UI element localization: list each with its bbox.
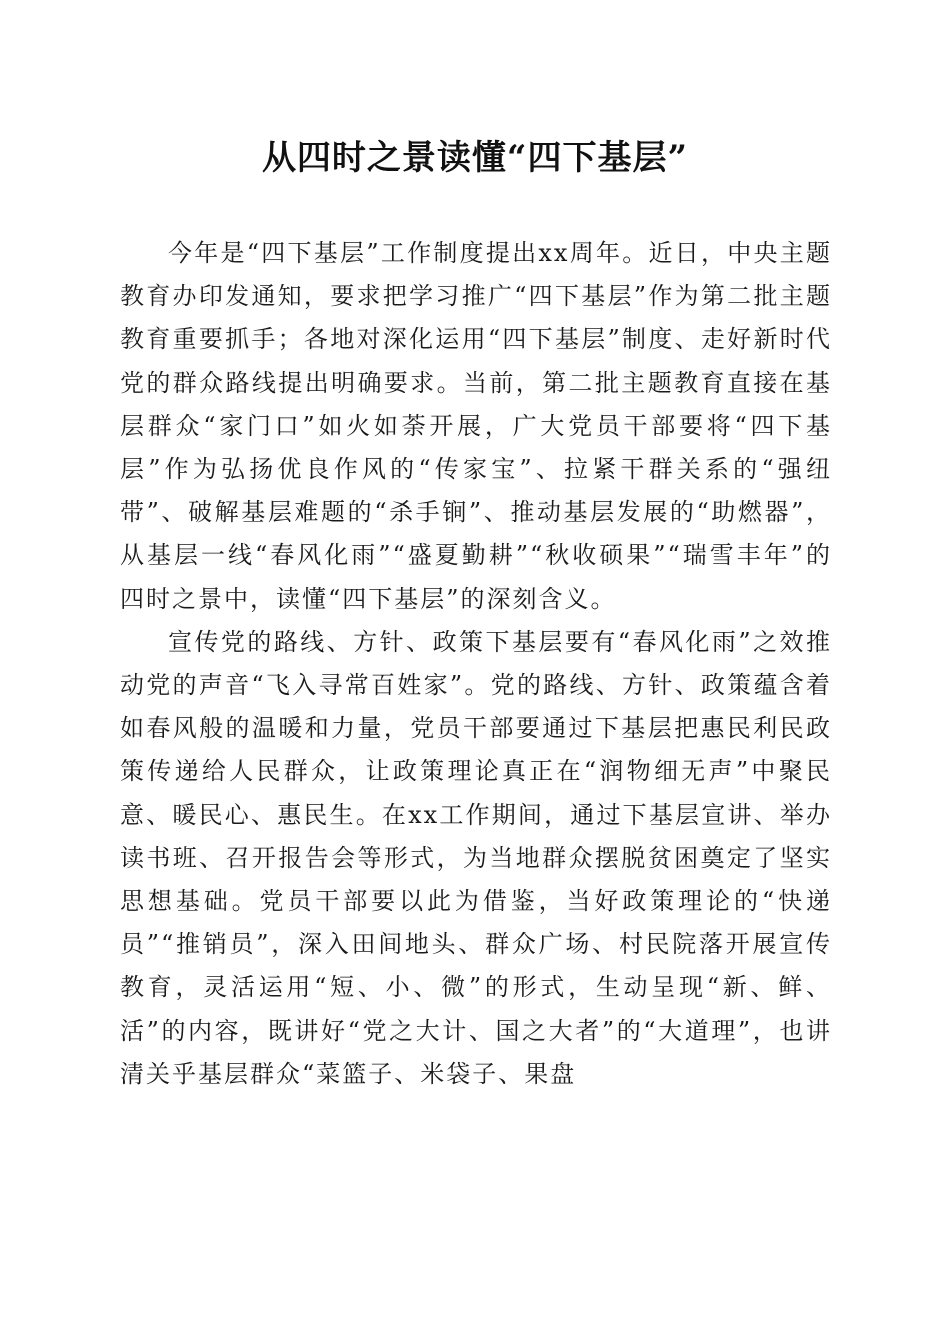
document-title: 从四时之景读懂“四下基层”: [261, 138, 689, 178]
paragraph-1: 今年是“四下基层”工作制度提出xx周年。近日，中央主题教育办印发通知，要求把学习推广“四下基层”作为第二批主题教育重要抓手；各地对深化运用“四下基层”制度、走好新时代党的群众路线提出明确要求。当前，第二批主题教育直接在基层群众“家门口”如火如荼开展，广大党员干部要将“四下基层”作为弘扬优良作风的“传家宝”、拉紧干群关系的“强纽带”、破解基层难题的“杀手锏”、推动基层发展的“助燃器”，从基层一线“春风化雨”“盛夏勤耕”“秋收硕果”“瑞雪丰年”的四时之景中，读懂“四下基层”的深刻含义。: [120, 239, 832, 613]
document-body: [120, 232, 832, 1096]
paragraph-2: 宣传党的路线、方针、政策下基层要有“春风化雨”之效推动党的声音“飞入寻常百姓家”。党的路线、方针、政策蕴含着如春风般的温暖和力量，党员干部要通过下基层把惠民利民政策传递给人民群众，让政策理论真正在“润物细无声”中聚民意、暖民心、惠民生。在xx工作期间，通过下基层宣讲、举办读书班、召开报告会等形式，为当地群众摆脱贫困奠定了坚实思想基础。党员干部要以此为借鉴，当好政策理论的“快递员”“推销员”，深入田间地头、群众广场、村民院落开展宣传教育，灵活运用“短、小、微”的形式，生动呈现“新、鲜、活”的内容，既讲好“党之大计、国之大者”的“大道理”，也讲清关乎基层群众“菜篮子、米袋子、果盘: [120, 627, 832, 1088]
